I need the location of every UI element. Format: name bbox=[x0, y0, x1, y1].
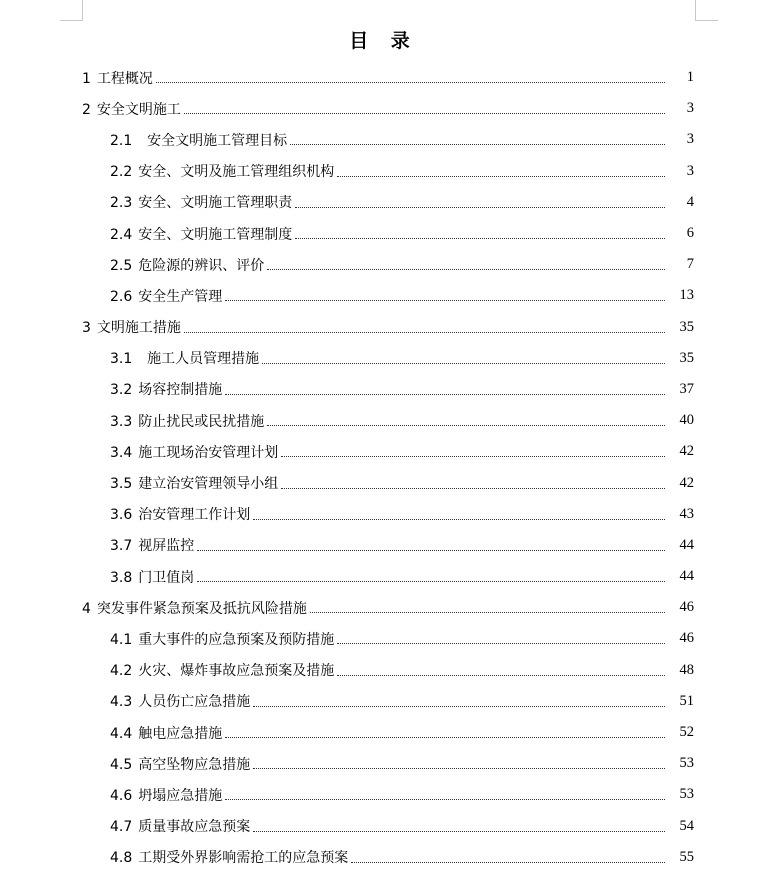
toc-entry-number: 1 bbox=[82, 70, 91, 87]
toc-entry[interactable] bbox=[0, 623, 767, 654]
toc-entry-page-number: 7 bbox=[686, 256, 694, 273]
toc-entry-number: 2.4 bbox=[110, 226, 133, 243]
toc-entry[interactable] bbox=[0, 686, 767, 717]
toc-entry-label bbox=[110, 629, 336, 649]
toc-entry-label bbox=[110, 255, 266, 275]
toc-entry[interactable] bbox=[0, 561, 767, 592]
toc-entry-number: 4.6 bbox=[110, 787, 133, 804]
dot-leader bbox=[253, 768, 665, 769]
toc-entry-label bbox=[82, 99, 183, 119]
dot-leader bbox=[184, 332, 665, 333]
toc-entry[interactable] bbox=[0, 62, 767, 93]
dot-leader bbox=[295, 207, 665, 208]
toc-entry-text: 突发事件紧急预案及抵抗风险措施 bbox=[96, 600, 307, 617]
toc-entry-label bbox=[110, 535, 196, 555]
toc-entry-page-number: 43 bbox=[679, 505, 694, 522]
dot-leader bbox=[225, 394, 665, 395]
toc-entry-number: 4.4 bbox=[110, 725, 133, 742]
toc-entry-text: 人员伤亡应急措施 bbox=[138, 694, 251, 711]
toc-entry-page-number: 46 bbox=[679, 599, 694, 616]
toc-entry-label bbox=[110, 161, 336, 181]
toc-entry-label bbox=[110, 723, 224, 743]
dot-leader bbox=[225, 799, 665, 800]
dot-leader bbox=[253, 706, 665, 707]
toc-entry-text: 安全文明施工管理目标 bbox=[138, 132, 288, 149]
toc-entry[interactable] bbox=[0, 842, 767, 873]
toc-entry-number: 2.5 bbox=[110, 257, 133, 274]
toc-entry-text: 安全、文明施工管理制度 bbox=[138, 226, 293, 243]
toc-entry[interactable] bbox=[0, 592, 767, 623]
toc-entry-text: 安全、文明施工管理职责 bbox=[138, 195, 293, 212]
dot-leader bbox=[262, 363, 665, 364]
toc-entry-page-number: 3 bbox=[686, 162, 694, 179]
crop-mark-top-left bbox=[60, 0, 83, 21]
toc-entry-number: 2 bbox=[82, 101, 91, 118]
dot-leader bbox=[197, 550, 665, 551]
toc-entry-number: 2.2 bbox=[110, 164, 133, 181]
toc-list bbox=[0, 62, 767, 873]
toc-entry-page-number: 6 bbox=[686, 225, 694, 242]
toc-entry-text: 质量事故应急预案 bbox=[138, 819, 251, 836]
toc-entry-number: 4.5 bbox=[110, 756, 133, 773]
dot-leader bbox=[281, 456, 665, 457]
dot-leader bbox=[184, 113, 665, 114]
toc-entry-text: 工程概况 bbox=[96, 70, 153, 87]
toc-entry-page-number: 35 bbox=[679, 318, 694, 335]
dot-leader bbox=[281, 488, 665, 489]
toc-entry-number: 4 bbox=[82, 600, 91, 617]
toc-entry-text: 视屏监控 bbox=[138, 538, 195, 555]
toc-entry-label bbox=[110, 785, 224, 805]
toc-entry-page-number: 37 bbox=[679, 380, 694, 397]
toc-entry[interactable] bbox=[0, 467, 767, 498]
toc-entry-text: 治安管理工作计划 bbox=[138, 507, 251, 524]
dot-leader bbox=[351, 862, 665, 863]
toc-entry-text: 建立治安管理领导小组 bbox=[138, 476, 279, 493]
toc-entry-text: 火灾、爆炸事故应急预案及措施 bbox=[138, 663, 335, 680]
toc-entry-page-number: 53 bbox=[679, 786, 694, 803]
toc-entry[interactable] bbox=[0, 218, 767, 249]
toc-entry[interactable] bbox=[0, 343, 767, 374]
toc-entry-label bbox=[110, 348, 261, 368]
toc-entry[interactable] bbox=[0, 779, 767, 810]
crop-mark-top-right bbox=[695, 0, 718, 21]
toc-entry-number: 4.3 bbox=[110, 694, 133, 711]
toc-entry-number: 2.6 bbox=[110, 288, 133, 305]
toc-entry-label bbox=[110, 286, 224, 306]
toc-entry-number: 4.2 bbox=[110, 663, 133, 680]
dot-leader bbox=[310, 612, 665, 613]
toc-entry[interactable] bbox=[0, 499, 767, 530]
toc-entry-page-number: 1 bbox=[686, 69, 694, 86]
toc-entry-page-number: 3 bbox=[686, 131, 694, 148]
dot-leader bbox=[290, 144, 665, 145]
toc-entry-page-number: 13 bbox=[679, 287, 694, 304]
toc-entry[interactable] bbox=[0, 93, 767, 124]
toc-entry-page-number: 40 bbox=[679, 412, 694, 429]
toc-entry-page-number: 51 bbox=[679, 692, 694, 709]
toc-entry-page-number: 46 bbox=[679, 630, 694, 647]
toc-entry[interactable] bbox=[0, 312, 767, 343]
toc-entry-number: 3.8 bbox=[110, 569, 133, 586]
toc-entry-label bbox=[110, 224, 294, 244]
toc-entry-number: 2.1 bbox=[110, 132, 133, 149]
toc-entry-text: 文明施工措施 bbox=[96, 320, 181, 337]
toc-entry-number: 4.8 bbox=[110, 850, 133, 867]
toc-entry-page-number: 44 bbox=[679, 536, 694, 553]
toc-entry-text: 场容控制措施 bbox=[138, 382, 223, 399]
toc-entry-label bbox=[82, 598, 309, 618]
toc-entry-page-number: 55 bbox=[679, 848, 694, 865]
dot-leader bbox=[337, 643, 665, 644]
toc-entry[interactable] bbox=[0, 374, 767, 405]
toc-entry-page-number: 48 bbox=[679, 661, 694, 678]
toc-entry[interactable] bbox=[0, 811, 767, 842]
toc-title: 目 录 bbox=[349, 30, 418, 52]
toc-entry[interactable] bbox=[0, 124, 767, 155]
toc-entry-text: 工期受外界影响需抢工的应急预案 bbox=[138, 850, 349, 867]
toc-entry[interactable] bbox=[0, 405, 767, 436]
dot-leader bbox=[253, 519, 665, 520]
toc-entry-page-number: 44 bbox=[679, 568, 694, 585]
toc-entry-number: 3.4 bbox=[110, 444, 133, 461]
toc-entry-label bbox=[110, 504, 252, 524]
dot-leader bbox=[337, 176, 665, 177]
toc-entry[interactable] bbox=[0, 748, 767, 779]
toc-entry-number: 2.3 bbox=[110, 195, 133, 212]
dot-leader bbox=[225, 737, 665, 738]
toc-entry-label bbox=[110, 691, 252, 711]
toc-entry-text: 重大事件的应急预案及预防措施 bbox=[138, 631, 335, 648]
toc-entry-label bbox=[110, 847, 350, 867]
toc-entry[interactable] bbox=[0, 717, 767, 748]
toc-entry-number: 3.5 bbox=[110, 476, 133, 493]
toc-entry-page-number: 4 bbox=[686, 193, 694, 210]
toc-entry[interactable] bbox=[0, 530, 767, 561]
toc-entry-text: 安全生产管理 bbox=[138, 288, 223, 305]
toc-entry-page-number: 42 bbox=[679, 474, 694, 491]
toc-entry-number: 3.6 bbox=[110, 507, 133, 524]
toc-entry-page-number: 54 bbox=[679, 817, 694, 834]
toc-entry-text: 坍塌应急措施 bbox=[138, 787, 223, 804]
toc-entry-page-number: 42 bbox=[679, 443, 694, 460]
toc-entry-text: 触电应急措施 bbox=[138, 725, 223, 742]
toc-entry-page-number: 3 bbox=[686, 100, 694, 117]
toc-entry-text: 危险源的辨识、评价 bbox=[138, 257, 265, 274]
toc-entry[interactable] bbox=[0, 187, 767, 218]
toc-entry-text: 防止扰民或民扰措施 bbox=[138, 413, 265, 430]
toc-entry-page-number: 35 bbox=[679, 349, 694, 366]
toc-entry-text: 门卫值岗 bbox=[138, 569, 195, 586]
toc-entry-label bbox=[110, 130, 289, 150]
toc-entry[interactable] bbox=[0, 156, 767, 187]
dot-leader bbox=[295, 238, 665, 239]
toc-entry-label bbox=[110, 754, 252, 774]
toc-entry-number: 3 bbox=[82, 320, 91, 337]
toc-entry-label bbox=[110, 411, 266, 431]
toc-entry-label bbox=[110, 442, 280, 462]
toc-entry-number: 3.1 bbox=[110, 351, 133, 368]
dot-leader bbox=[267, 425, 665, 426]
toc-entry-text: 施工现场治安管理计划 bbox=[138, 444, 279, 461]
toc-entry-label bbox=[110, 567, 196, 587]
toc-entry-number: 4.1 bbox=[110, 631, 133, 648]
dot-leader bbox=[156, 82, 665, 83]
toc-entry-number: 3.2 bbox=[110, 382, 133, 399]
dot-leader bbox=[197, 581, 665, 582]
toc-entry-label bbox=[82, 317, 183, 337]
toc-entry-text: 高空坠物应急措施 bbox=[138, 756, 251, 773]
toc-entry-label bbox=[110, 660, 336, 680]
dot-leader bbox=[337, 675, 665, 676]
toc-entry-label bbox=[110, 379, 224, 399]
toc-entry-text: 安全文明施工 bbox=[96, 101, 181, 118]
toc-entry-number: 4.7 bbox=[110, 819, 133, 836]
toc-entry-page-number: 53 bbox=[679, 755, 694, 772]
toc-entry-number: 3.7 bbox=[110, 538, 133, 555]
toc-entry-label bbox=[82, 68, 155, 88]
toc-entry-text: 安全、文明及施工管理组织机构 bbox=[138, 164, 335, 181]
toc-entry[interactable] bbox=[0, 436, 767, 467]
toc-entry[interactable] bbox=[0, 655, 767, 686]
toc-entry-label bbox=[110, 816, 252, 836]
toc-entry-text: 施工人员管理措施 bbox=[138, 351, 260, 368]
dot-leader bbox=[267, 269, 665, 270]
toc-entry-label bbox=[110, 473, 280, 493]
toc-entry-number: 3.3 bbox=[110, 413, 133, 430]
toc-entry-label bbox=[110, 192, 294, 212]
toc-entry[interactable] bbox=[0, 280, 767, 311]
toc-entry-page-number: 52 bbox=[679, 724, 694, 741]
dot-leader bbox=[225, 300, 665, 301]
toc-entry[interactable] bbox=[0, 249, 767, 280]
dot-leader bbox=[253, 831, 665, 832]
